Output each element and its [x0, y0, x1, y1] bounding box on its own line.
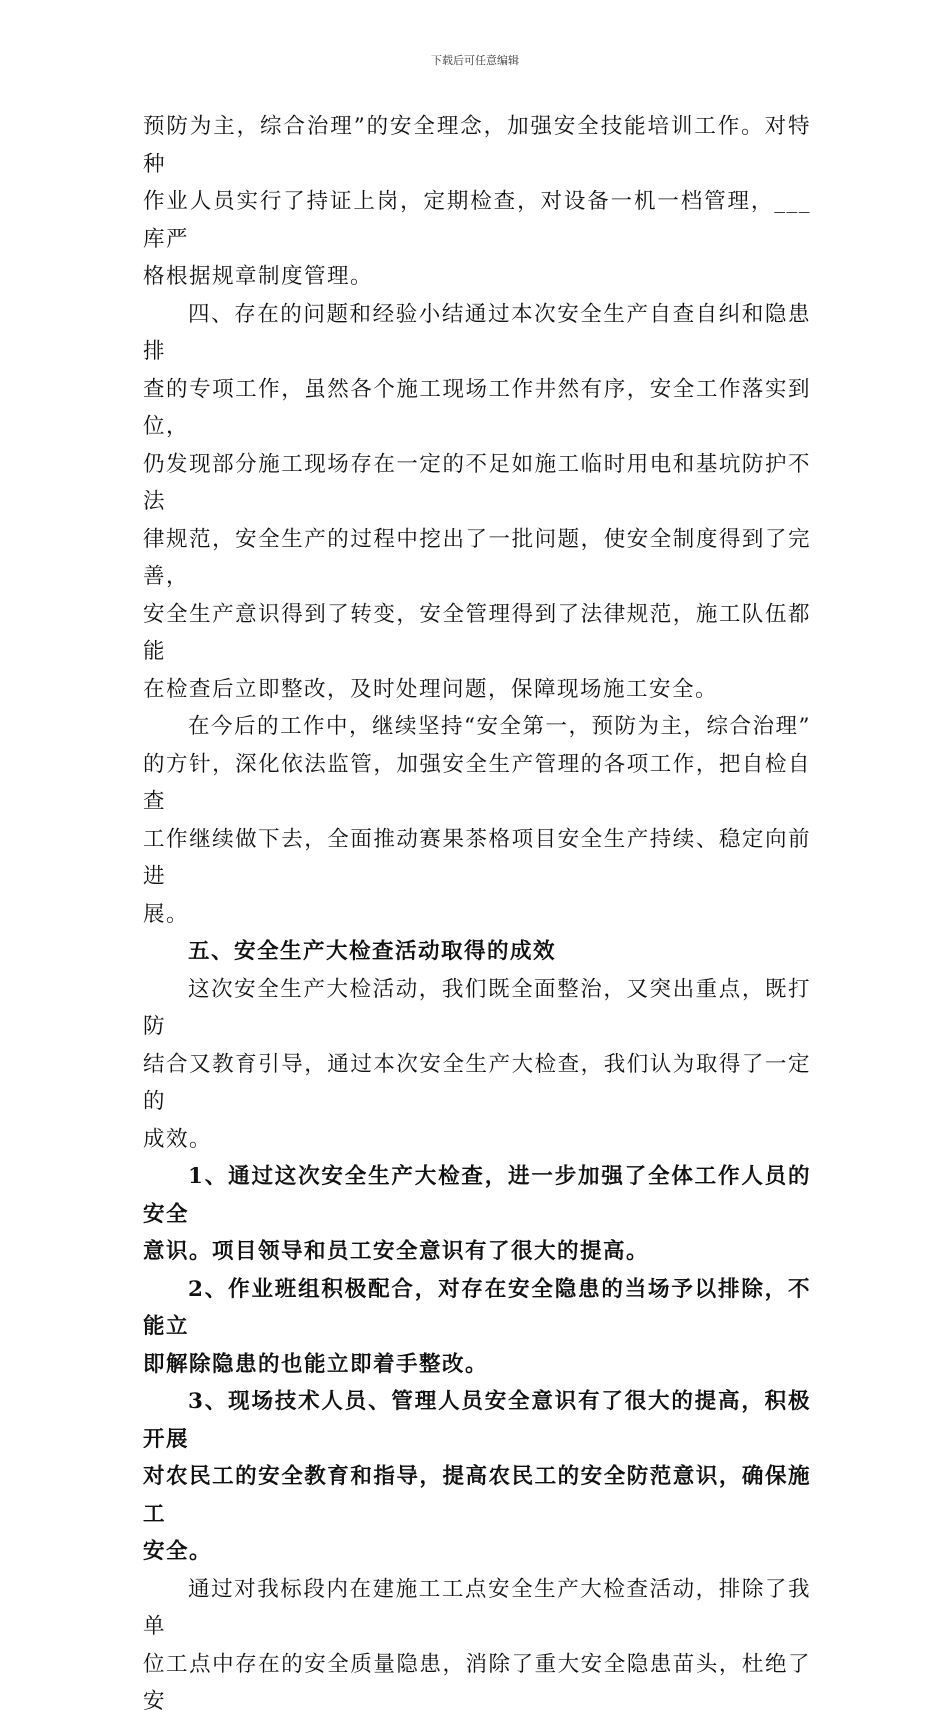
text-line: 意识。项目领导和员工安全意识有了很大的提高。 — [143, 1239, 650, 1264]
text-line: 成效。 — [143, 1126, 213, 1152]
text-line: 即解除隐患的也能立即着手整改。 — [143, 1351, 489, 1377]
heading-text: 五、安全生产大检查活动取得的成效 — [188, 939, 557, 964]
text-line: 3、现场技术人员、管理人员安全意识有了很大的提高，积极开展 — [143, 1389, 811, 1452]
paragraph-continuation — [143, 108, 811, 296]
paragraph-section-four — [143, 296, 811, 709]
text-line: 通过对我标段内在建施工工点安全生产大检查活动，排除了我单 — [143, 1576, 811, 1639]
text-line: 展。 — [143, 901, 190, 927]
text-line: 的方针，深化依法监管，加强安全生产管理的各项工作，把自检自查 — [143, 751, 811, 814]
text-line: 预防为主，综合治理”的安全理念，加强安全技能培训工作。对特种 — [143, 114, 811, 177]
text-line: 格根据规章制度管理。 — [143, 264, 374, 289]
section-heading-five — [143, 933, 811, 971]
paragraph-conclusion — [143, 1571, 811, 1721]
paragraph-inspection-summary — [143, 971, 811, 1159]
text-line: 在检查后立即整改，及时处理问题，保障现场施工安全。 — [143, 676, 719, 702]
text-line: 2、作业班组积极配合，对存在安全隐患的当场予以排除，不能立 — [143, 1276, 811, 1339]
page-header: 下载后可任意编辑 — [431, 54, 519, 67]
text-line: 律规范，安全生产的过程中挖出了一批问题，使安全制度得到了完善， — [143, 526, 811, 589]
text-line: 安全。 — [143, 1539, 213, 1564]
text-line: 结合又教育引导，通过本次安全生产大检查，我们认为取得了一定的 — [143, 1051, 811, 1114]
text-line: 四、存在的问题和经验小结通过本次安全生产自查自纠和隐患排 — [143, 301, 811, 364]
text-line: 查的专项工作，虽然各个施工现场工作井然有序，安全工作落实到位， — [143, 376, 811, 439]
text-line: 作业人员实行了持证上岗，定期检查，对设备一机一档管理，___库严 — [143, 189, 811, 252]
text-line: 1、通过这次安全生产大检查，进一步加强了全体工作人员的安全 — [143, 1164, 811, 1227]
text-line: 仍发现部分施工现场存在一定的不足如施工临时用电和基坑防护不法 — [143, 451, 811, 514]
text-line: 对农民工的安全教育和指导，提高农民工的安全防范意识，确保施工 — [143, 1464, 811, 1527]
text-line: 在今后的工作中，继续坚持“安全第一，预防为主，综合治理” — [188, 714, 811, 739]
list-item-result-2 — [143, 1271, 811, 1384]
list-item-result-3 — [143, 1383, 811, 1571]
text-line: 安全生产意识得到了转变，安全管理得到了法律规范，施工队伍都能 — [143, 601, 811, 664]
text-line: 工作继续做下去，全面推动赛果茶格项目安全生产持续、稳定向前进 — [143, 826, 811, 889]
text-line: 这次安全生产大检活动，我们既全面整治，又突出重点，既打防 — [143, 976, 811, 1039]
text-line: 位工点中存在的安全质量隐患，消除了重大安全隐患苗头，杜绝了安 — [143, 1651, 811, 1714]
paragraph-future-work — [143, 708, 811, 933]
list-item-result-1 — [143, 1158, 811, 1271]
document-body — [143, 108, 811, 1721]
